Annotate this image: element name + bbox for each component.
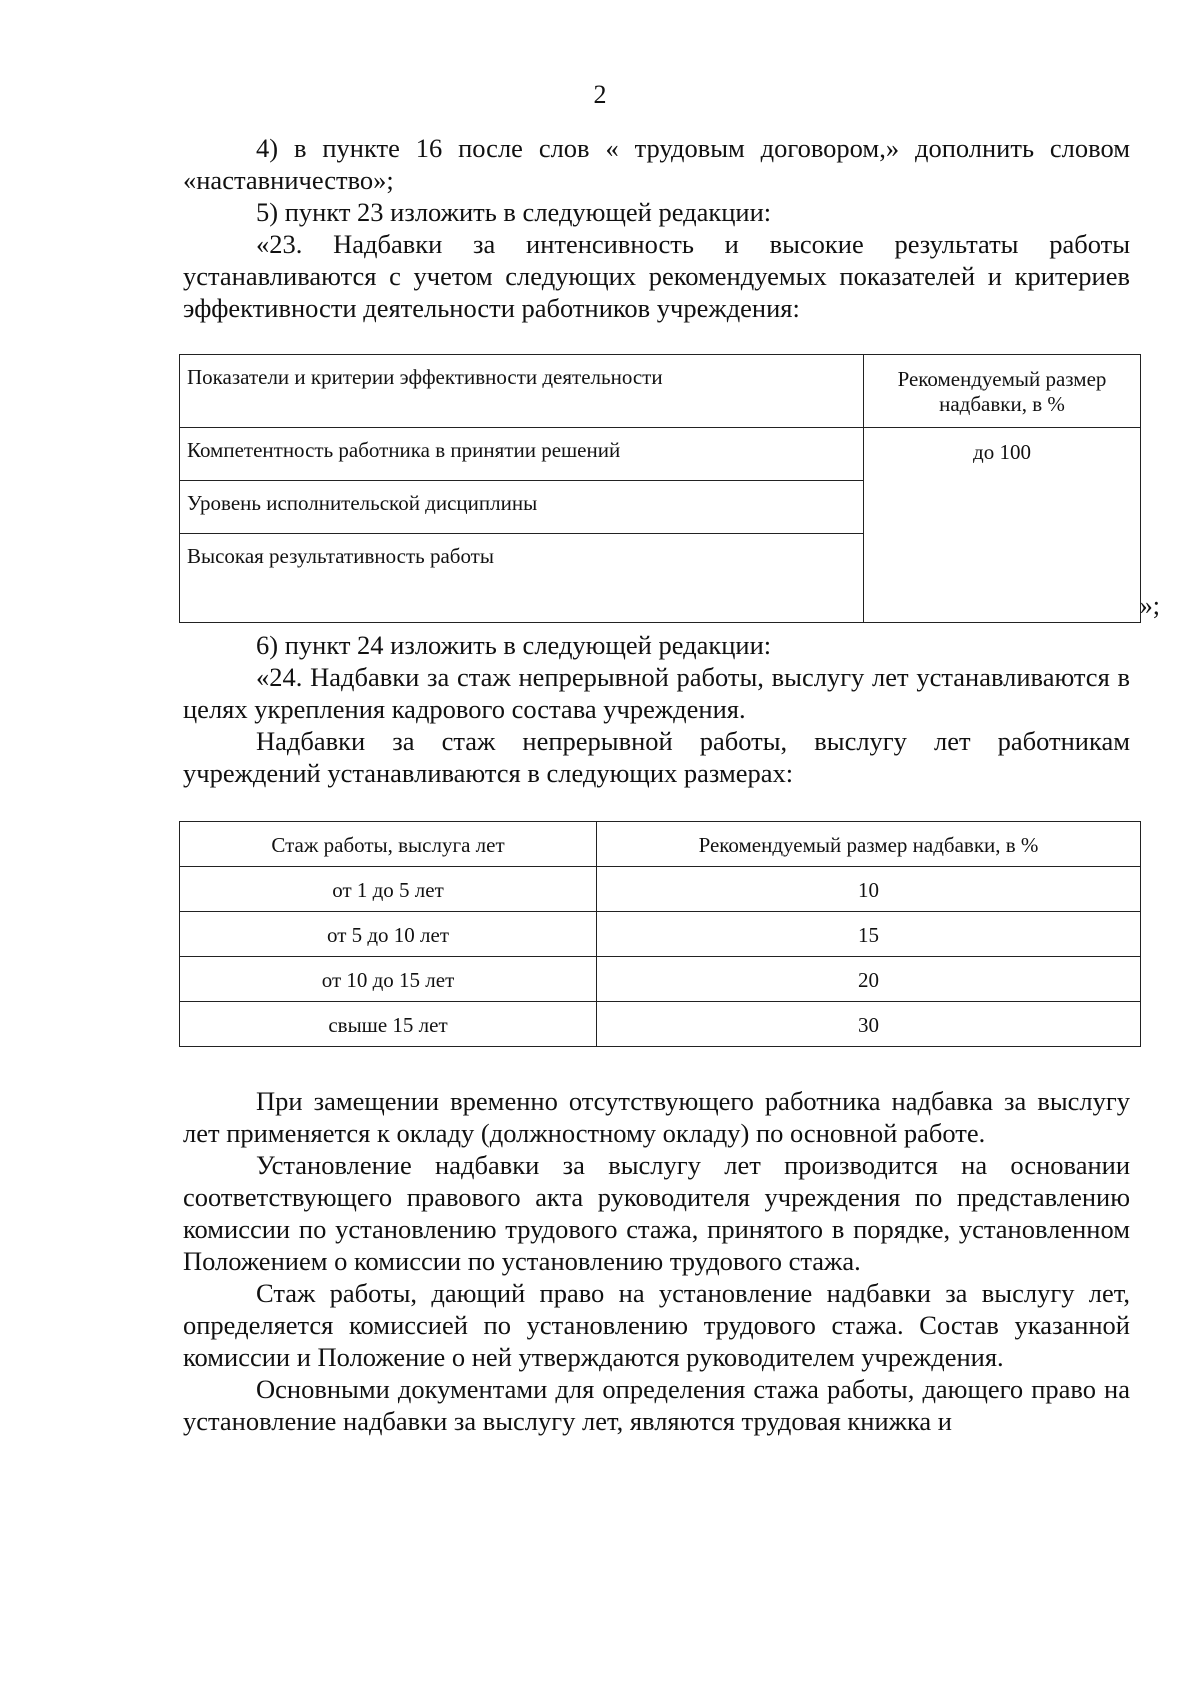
table-row [180, 822, 1141, 867]
seniority-header-left: Стаж работы, выслуга лет [180, 822, 597, 867]
table-row [180, 428, 1141, 481]
seniority-table [179, 821, 1141, 1047]
table-row [180, 912, 1141, 957]
criteria-row-discipline: Уровень исполнительской дисциплины [180, 481, 864, 534]
seniority-period: от 5 до 10 лет [180, 912, 597, 957]
table-row [180, 867, 1141, 912]
seniority-value: 10 [597, 867, 1141, 912]
paragraph-item-4: 4) в пункте 16 после слов « трудовым договором,» дополнить словом «наставничество»; [183, 133, 1130, 195]
paragraph-item-5: 5) пункт 23 изложить в следующей редакции: [256, 197, 772, 227]
criteria-table [179, 354, 1141, 623]
criteria-table-wrapper [179, 354, 1160, 623]
paragraph-commission: Стаж работы, дающий право на установление надбавки за выслугу лет, определяется комиссией по установлению трудового стажа. Состав указанной комиссии и Положение о ней утверждаются руководителем учреждения. [183, 1278, 1130, 1372]
paragraph-item-6: 6) пункт 24 изложить в следующей редакции: [256, 630, 772, 660]
seniority-value: 15 [597, 912, 1141, 957]
paragraph-seniority-sizes: Надбавки за стаж непрерывной работы, выслугу лет работникам учреждений устанавливаются в следующих размерах: [183, 726, 1130, 788]
table-row [180, 957, 1141, 1002]
table-row [180, 1002, 1141, 1047]
document-body [183, 132, 1160, 1437]
criteria-row-performance: Высокая результативность работы [180, 534, 864, 623]
paragraph-establishment: Установление надбавки за выслугу лет производится на основании соответствующего правового акта руководителя учреждения по представлению комиссии по установлению трудового стажа, принятого в порядке, установленном Положением о комиссии по установлению трудового стажа. [183, 1150, 1130, 1276]
seniority-period: от 1 до 5 лет [180, 867, 597, 912]
table-row [180, 355, 1141, 428]
seniority-period: свыше 15 лет [180, 1002, 597, 1047]
criteria-row-competence: Компетентность работника в принятии решений [180, 428, 864, 481]
paragraph-documents: Основными документами для определения стажа работы, дающего право на установление надбавки за выслугу лет, являются трудовая книжка и [183, 1374, 1130, 1436]
paragraph-temporary-replacement: При замещении временно отсутствующего работника надбавка за выслугу лет применяется к окладу (должностному окладу) по основной работе. [183, 1086, 1130, 1148]
criteria-header-left: Показатели и критерии эффективности деятельности [180, 355, 864, 428]
seniority-header-right: Рекомендуемый размер надбавки, в % [597, 822, 1141, 867]
seniority-value: 20 [597, 957, 1141, 1002]
paragraph-point-23: «23. Надбавки за интенсивность и высокие результаты работы устанавливаются с учетом следующих рекомендуемых показателей и критериев эффективности деятельности работников учреждения: [183, 229, 1130, 323]
page-number: 2 [593, 80, 607, 109]
closing-quote: »; [1139, 591, 1160, 620]
paragraph-point-24: «24. Надбавки за стаж непрерывной работы, выслугу лет устанавливаются в целях укрепления кадрового состава учреждения. [183, 662, 1130, 724]
criteria-value-cell: до 100 [864, 428, 1141, 623]
criteria-header-right: Рекомендуемый размер надбавки, в % [864, 355, 1141, 428]
seniority-period: от 10 до 15 лет [180, 957, 597, 1002]
seniority-value: 30 [597, 1002, 1141, 1047]
